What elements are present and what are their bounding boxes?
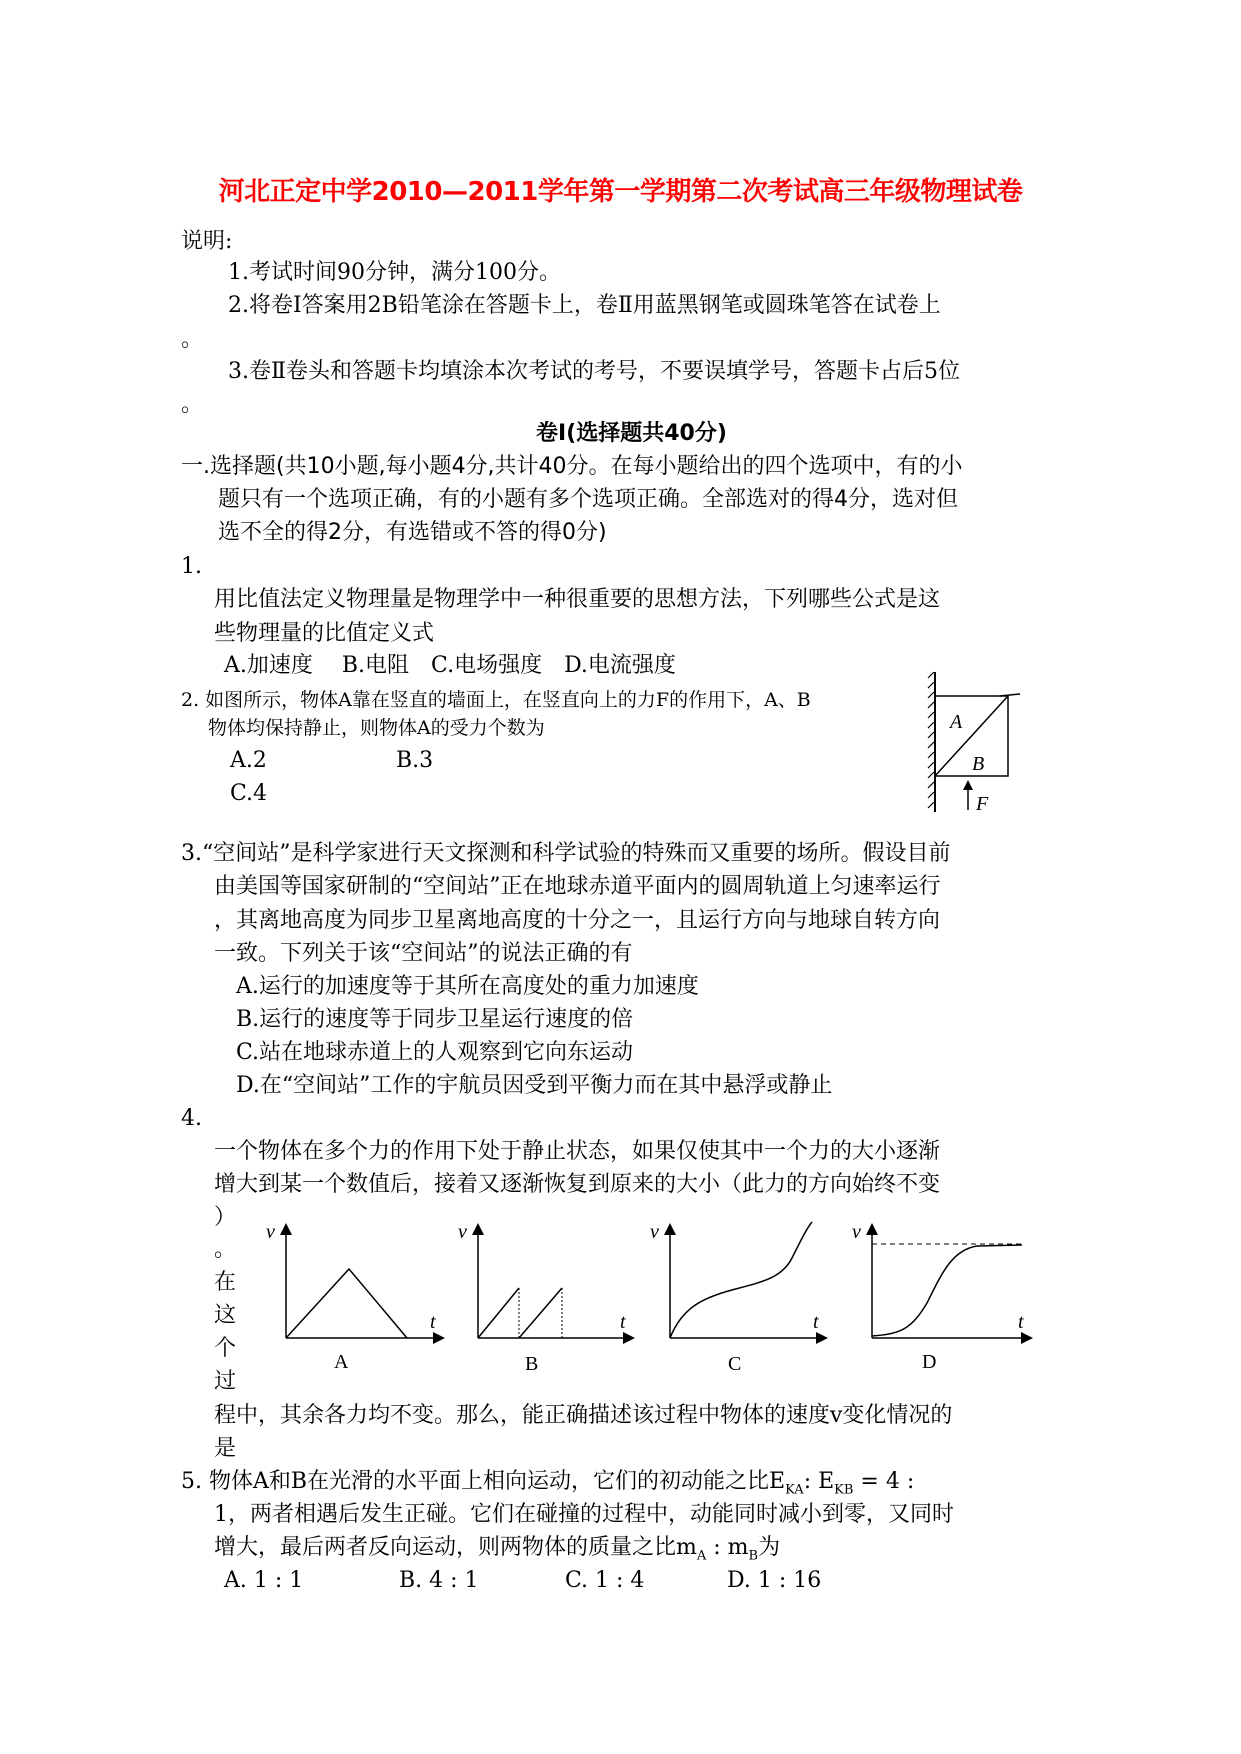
q3-option-a: A.运行的加速度等于其所在高度处的重力加速度 — [236, 974, 699, 999]
q5-m-sub-a: A — [696, 1548, 707, 1564]
q5-sub-ka: KA — [785, 1482, 804, 1498]
q4-line4: 程中，其余各力均不变。那么，能正确描述该过程中物体的速度v变化情况的 — [214, 1403, 953, 1428]
q1-options: A.加速度 B.电阻 C.电场强度 D.电流强度 — [224, 653, 676, 678]
svg-text:v: v — [650, 1221, 659, 1243]
q5-line3-text: 增大，最后两者反向运动，则两物体的质量之比m — [214, 1535, 697, 1560]
q3-line1: 3.“空间站”是科学家进行天文探测和科学试验的特殊而又重要的场所。假设目前 — [181, 841, 951, 866]
q5-m-mid: : m — [706, 1535, 749, 1560]
label-b: B — [972, 753, 985, 775]
part1-instruction-line1: 一.选择题(共10小题,每小题4分,共计40分。在每小题给出的四个选项中，有的小 — [181, 454, 963, 479]
graph-d-label: D — [922, 1351, 937, 1373]
q1-number: 1. — [181, 554, 202, 579]
part1-instruction-line2: 题只有一个选项正确，有的小题有多个选项正确。全部选对的得4分，选对但 — [218, 487, 958, 512]
q5-line1-text: 5. 物体A和B在光滑的水平面上相向运动，它们的初动能之比E — [181, 1469, 786, 1494]
q5-m-tail: 为 — [758, 1535, 781, 1560]
graph-b — [458, 1221, 632, 1375]
q5-option-b: B. 4 : 1 — [399, 1568, 479, 1593]
svg-text:t: t — [430, 1311, 436, 1333]
note-item-3: 3.卷Ⅱ卷头和答题卡均填涂本次考试的考号，不要误填学号，答题卡占后5位 — [228, 359, 960, 384]
q3-option-b: B.运行的速度等于同步卫星运行速度的倍 — [236, 1007, 634, 1032]
graph-d — [852, 1221, 1030, 1373]
part1-heading: 卷Ⅰ(选择题共40分) — [536, 421, 727, 446]
graph-b-curve1 — [478, 1288, 519, 1338]
q4-vchar-2: 这 — [214, 1303, 237, 1328]
q3-option-d: D.在“空间站”工作的宇航员因受到平衡力而在其中悬浮或静止 — [236, 1073, 833, 1098]
q4-line3: ） — [214, 1205, 237, 1230]
label-f: F — [976, 793, 989, 815]
graph-d-curve — [872, 1245, 1022, 1336]
note-item-2-tail: 。 — [181, 327, 204, 352]
q3-line4: 一致。下列关于该“空间站”的说法正确的有 — [214, 941, 633, 966]
q4-vchar-3: 个 — [214, 1336, 237, 1361]
q4-line1: 一个物体在多个力的作用下处于静止状态，如果仅使其中一个力的大小逐渐 — [214, 1139, 941, 1164]
q5-sub-kb: KB — [834, 1482, 854, 1498]
q5-option-a: A. 1 : 1 — [224, 1568, 304, 1593]
wall-hatch — [928, 672, 934, 808]
q2-line2: 物体均保持静止，则物体A的受力个数为 — [208, 717, 545, 739]
graph-a-label: A — [334, 1351, 349, 1373]
q5-option-d: D. 1 : 16 — [727, 1568, 822, 1593]
graph-c — [650, 1221, 825, 1375]
svg-text:v: v — [852, 1221, 861, 1243]
q5-option-c: C. 1 : 4 — [565, 1568, 645, 1593]
q2-line1: 2. 如图所示，物体A靠在竖直的墙面上，在竖直向上的力F的作用下，A、B — [181, 689, 811, 711]
notes-heading: 说明: — [181, 229, 233, 254]
q3-line2: 由美国等国家研制的“空间站”正在地球赤道平面内的圆周轨道上匀速率运行 — [214, 874, 941, 899]
part1-instruction-line3: 选不全的得2分，有选错或不答的得0分) — [218, 520, 607, 545]
q4-vchar-1: 在 — [214, 1270, 237, 1295]
q2-option-b: B.3 — [396, 748, 434, 773]
q2-option-a: A.2 — [230, 748, 267, 773]
label-a: A — [950, 711, 963, 733]
svg-text:t: t — [1018, 1311, 1024, 1333]
q3-line3: ，其离地高度为同步卫星离地高度的十分之一，且运行方向与地球自转方向 — [214, 908, 941, 933]
q4-vchar-0: 。 — [214, 1237, 237, 1262]
svg-text:t: t — [620, 1311, 626, 1333]
exam-title: 河北正定中学2010—2011学年第一学期第二次考试高三年级物理试卷 — [218, 177, 1023, 207]
q4-line2: 增大到某一个数值后，接着又逐渐恢复到原来的大小（此力的方向始终不变 — [214, 1172, 941, 1197]
q4-number: 4. — [181, 1106, 202, 1131]
q5-ratio-tail: = 4 : — [853, 1469, 915, 1494]
q2-option-c: C.4 — [230, 781, 268, 806]
q2-figure — [920, 670, 1020, 820]
svg-text:t: t — [813, 1311, 819, 1333]
note-item-1: 1.考试时间90分钟，满分100分。 — [228, 260, 561, 285]
q3-option-c: C.站在地球赤道上的人观察到它向东运动 — [236, 1040, 634, 1065]
q5-colon: : E — [803, 1469, 835, 1494]
note-item-2: 2.将卷Ⅰ答案用2B铅笔涂在答题卡上，卷Ⅱ用蓝黑钢笔或圆珠笔答在试卷上 — [228, 293, 941, 318]
graph-c-curve — [670, 1222, 812, 1338]
q1-line1: 用比值法定义物理量是物理学中一种很重要的思想方法，下列哪些公式是这 — [214, 587, 941, 612]
q4-line5: 是 — [214, 1436, 237, 1461]
svg-text:v: v — [458, 1221, 467, 1243]
note-item-3-tail: 。 — [181, 392, 204, 417]
graph-a-curve — [286, 1269, 407, 1338]
q4-vchar-4: 过 — [214, 1369, 237, 1394]
q4-graphs — [262, 1218, 1062, 1378]
graph-a — [266, 1221, 442, 1373]
svg-text:v: v — [266, 1221, 275, 1243]
graph-c-label: C — [728, 1353, 742, 1375]
graph-b-label: B — [525, 1353, 539, 1375]
graph-b-curve2 — [519, 1288, 562, 1338]
q5-line2: 1，两者相遇后发生正碰。它们在碰撞的过程中，动能同时减小到零，又同时 — [214, 1502, 954, 1527]
q1-line2: 些物理量的比值定义式 — [214, 621, 435, 646]
q5-m-sub-b: B — [748, 1548, 759, 1564]
